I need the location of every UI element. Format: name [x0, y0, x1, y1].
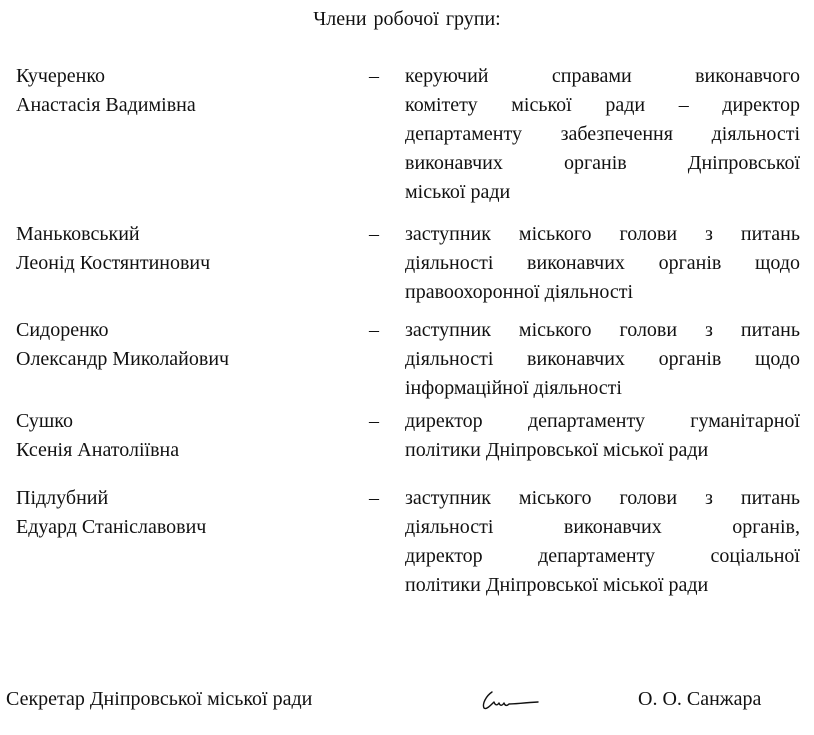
dash-separator: – — [369, 410, 379, 432]
member-surname: Сидоренко — [16, 319, 109, 341]
position-line: правоохоронної діяльності — [405, 281, 633, 303]
member-given-name: Едуард Станіславович — [16, 516, 207, 538]
member-position — [405, 484, 800, 600]
member-name — [16, 62, 196, 120]
handwritten-signature-icon — [478, 686, 548, 722]
member-given-name: Леонід Костянтинович — [16, 252, 211, 274]
position-line: політики Дніпровської міської ради — [405, 439, 709, 461]
position-line: діяльності виконавчих органів щодо — [405, 252, 800, 274]
position-line: директор департаменту гуманітарної — [405, 410, 800, 432]
signer-name: О. О. Санжара — [638, 688, 762, 710]
position-line: заступник міського голови з питань — [405, 487, 800, 509]
position-line: виконавчих органів Дніпровської — [405, 152, 800, 174]
page-title: Члени робочої групи: — [313, 8, 501, 30]
dash-separator: – — [369, 319, 379, 341]
member-surname: Підлубний — [16, 487, 109, 509]
member-name — [16, 220, 210, 278]
signature-block — [0, 686, 814, 726]
member-name — [16, 316, 229, 374]
dash-separator: – — [369, 223, 379, 245]
position-line: заступник міського голови з питань — [405, 223, 800, 245]
position-line: керуючий справами виконавчого — [405, 65, 800, 87]
dash-separator: – — [369, 65, 379, 87]
position-line: заступник міського голови з питань — [405, 319, 800, 341]
member-position — [405, 407, 800, 465]
member-name — [16, 407, 179, 465]
member-surname: Кучеренко — [16, 65, 106, 87]
dash-separator: – — [369, 487, 379, 509]
member-name — [16, 484, 206, 542]
position-line: діяльності виконавчих органів щодо — [405, 348, 800, 370]
position-line: комітету міської ради – директор — [405, 94, 800, 116]
position-line: міської ради — [405, 181, 511, 203]
position-line: діяльності виконавчих органів, — [405, 516, 800, 538]
member-position — [405, 62, 800, 207]
signer-role: Секретар Дніпровської міської ради — [6, 688, 313, 710]
position-line: департаменту забезпечення діяльності — [405, 123, 800, 145]
member-position — [405, 220, 800, 307]
member-given-name: Олександр Миколайович — [16, 348, 230, 370]
member-given-name: Ксенія Анатоліївна — [16, 439, 180, 461]
member-surname: Сушко — [16, 410, 73, 432]
member-surname: Маньковський — [16, 223, 140, 245]
position-line: політики Дніпровської міської ради — [405, 574, 709, 596]
position-line: директор департаменту соціальної — [405, 545, 800, 567]
member-position — [405, 316, 800, 403]
member-given-name: Анастасія Вадимівна — [16, 94, 196, 116]
position-line: інформаційної діяльності — [405, 377, 622, 399]
